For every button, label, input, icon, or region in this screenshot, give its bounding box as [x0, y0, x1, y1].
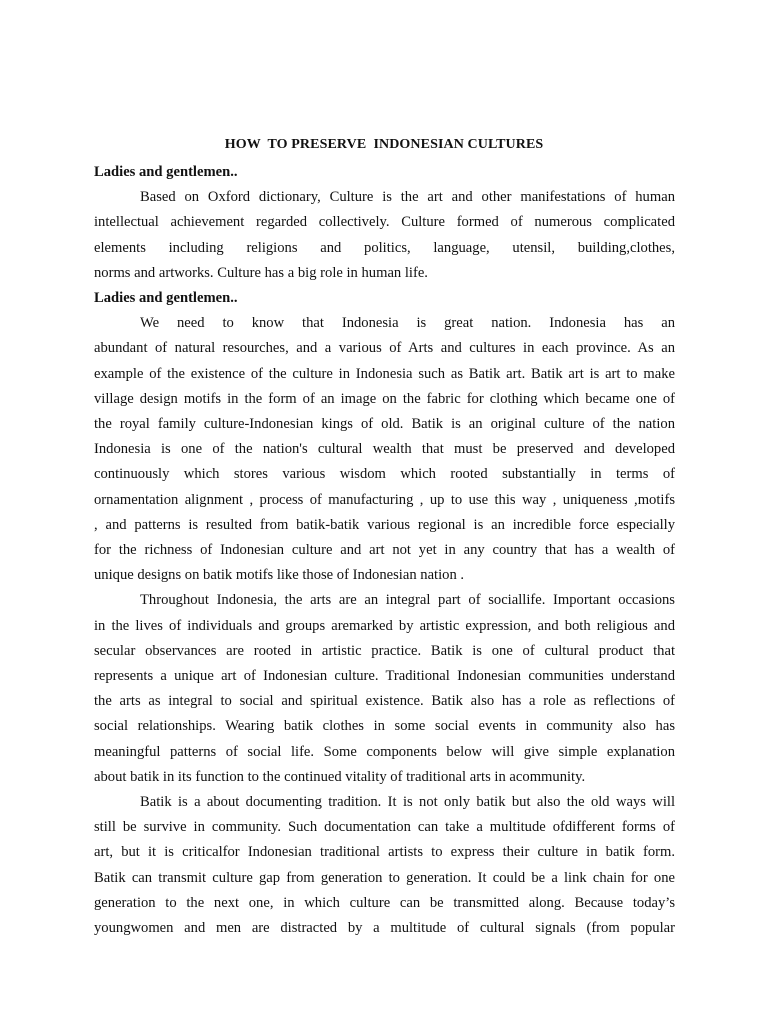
- text-line: Batik can transmit culture gap from generation to generation. It could be a link chain for one: [94, 869, 675, 886]
- text-line: example of the existence of the culture in Indonesia such as Batik art. Batik art is art to make: [94, 365, 675, 382]
- text-line: represents a unique art of Indonesian culture. Traditional Indonesian communities understand: [94, 668, 675, 685]
- text-line: elements including religions and politics, language, utensil, building,clothes,: [94, 239, 675, 256]
- text-line: for the richness of Indonesian culture and art not yet in any country that has a wealth of: [94, 542, 675, 559]
- text-line: still be survive in community. Such documentation can take a multitude ofdifferent forms of: [94, 819, 675, 836]
- text-line: the arts as integral to social and spiritual existence. Batik also has a role as reflections of: [94, 693, 675, 710]
- text-line: art, but it is criticalfor Indonesian traditional artists to express their culture in batik form.: [94, 844, 675, 861]
- text-line: generation to the next one, in which culture can be transmitted along. Because today’s: [94, 894, 675, 911]
- text-line: village design motifs in the form of an image on the fabric for clothing which became one of: [94, 390, 675, 407]
- text-line: We need to know that Indonesia is great nation. Indonesia has an: [140, 315, 675, 332]
- paragraph-batik-culture: [94, 311, 675, 588]
- text-line: social relationships. Wearing batik clothes in some social events in community also has: [94, 718, 675, 735]
- text-line: unique designs on batik motifs like those of Indonesian nation .: [94, 567, 465, 584]
- paragraph-culture-definition: [94, 185, 675, 286]
- paragraph-documenting-tradition: [94, 790, 675, 941]
- text-line: Throughout Indonesia, the arts are an integral part of sociallife. Important occasions: [140, 592, 675, 609]
- text-line: meaningful patterns of social life. Some components below will give simple explanation: [94, 743, 675, 760]
- page-title: HOW TO PRESERVE INDONESIAN CULTURES: [224, 137, 544, 152]
- document-body: [94, 160, 675, 941]
- text-line: Based on Oxford dictionary, Culture is the art and other manifestations of human: [140, 189, 675, 206]
- text-line: the royal family culture-Indonesian kings of old. Batik is an original culture of the nation: [94, 416, 675, 432]
- text-line: Indonesia is one of the nation's cultural wealth that must be preserved and developed: [94, 441, 675, 458]
- text-line: continuously which stores various wisdom which rooted substantially in terms of: [94, 466, 675, 483]
- text-line: intellectual achievement regarded collectively. Culture formed of numerous complicated: [94, 214, 675, 231]
- text-line: in the lives of individuals and groups aremarked by artistic expression, and both religious and: [94, 617, 675, 634]
- paragraph-arts-social-life: [94, 588, 675, 790]
- text-line: Batik is a about documenting tradition. It is not only batik but also the old ways will: [140, 794, 675, 811]
- text-line: norms and artworks. Culture has a big role in human life.: [94, 264, 428, 281]
- text-line: ornamentation alignment , process of manufacturing , up to use this way , uniqueness ,motifs: [94, 491, 675, 508]
- text-line: abundant of natural resourches, and a various of Arts and cultures in each province. As an: [94, 340, 675, 357]
- text-line: , and patterns is resulted from batik-batik various regional is an incredible force especially: [94, 516, 675, 533]
- salutation: Ladies and gentlemen..: [94, 290, 238, 306]
- salutation: Ladies and gentlemen..: [94, 164, 238, 180]
- text-line: youngwomen and men are distracted by a multitude of cultural signals (from popular: [94, 920, 675, 937]
- text-line: about batik in its function to the continued vitality of traditional arts in acommunity.: [94, 768, 586, 785]
- text-line: secular observances are rooted in artistic practice. Batik is one of cultural product that: [94, 642, 675, 659]
